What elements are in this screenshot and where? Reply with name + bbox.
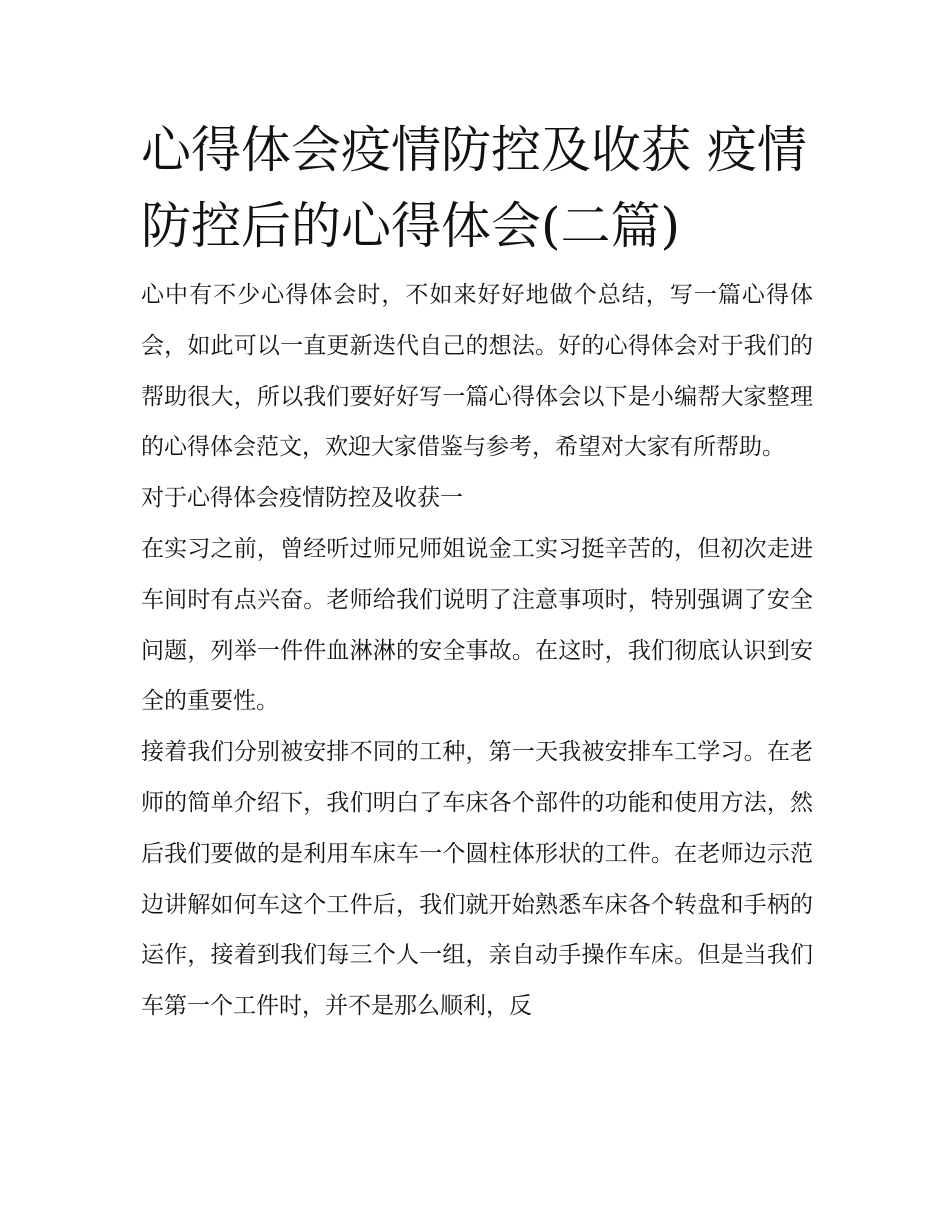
document-title: 心得体会疫情防控及收获 疫情防控后的心得体会(二篇) <box>141 121 807 255</box>
section-heading: 对于心得体会疫情防控及收获一 <box>141 485 463 512</box>
body-paragraph: 在实习之前，曾经听过师兄师姐说金工实习挺辛苦的，但初次走进车间时有点兴奋。老师给我们说明了注意事项时，特别强调了安全问题，列举一件件血淋淋的安全事故。在这时，我们彻底认识到安全的重要性。 <box>141 535 813 715</box>
document-body <box>141 112 813 1032</box>
intro-paragraph: 心中有不少心得体会时，不如来好好地做个总结，写一篇心得体会，如此可以一直更新迭代自己的想法。好的心得体会对于我们的帮助很大，所以我们要好好写一篇心得体会以下是小编帮大家整理的心得体会范文，欢迎大家借鉴与参考，希望对大家有所帮助。 <box>141 282 813 461</box>
body-paragraph: 接着我们分别被安排不同的工种，第一天我被安排车工学习。在老师的简单介绍下，我们明白了车床各个部件的功能和使用方法，然后我们要做的是利用车床车一个圆柱体形状的工件。在老师边示范边讲解如何车这个工件后，我们就开始熟悉车床各个转盘和手柄的运作，接着到我们每三个人一组，亲自动手操作车床。但是当我们车第一个工件时，并不是那么顺利，反 <box>141 739 813 1020</box>
